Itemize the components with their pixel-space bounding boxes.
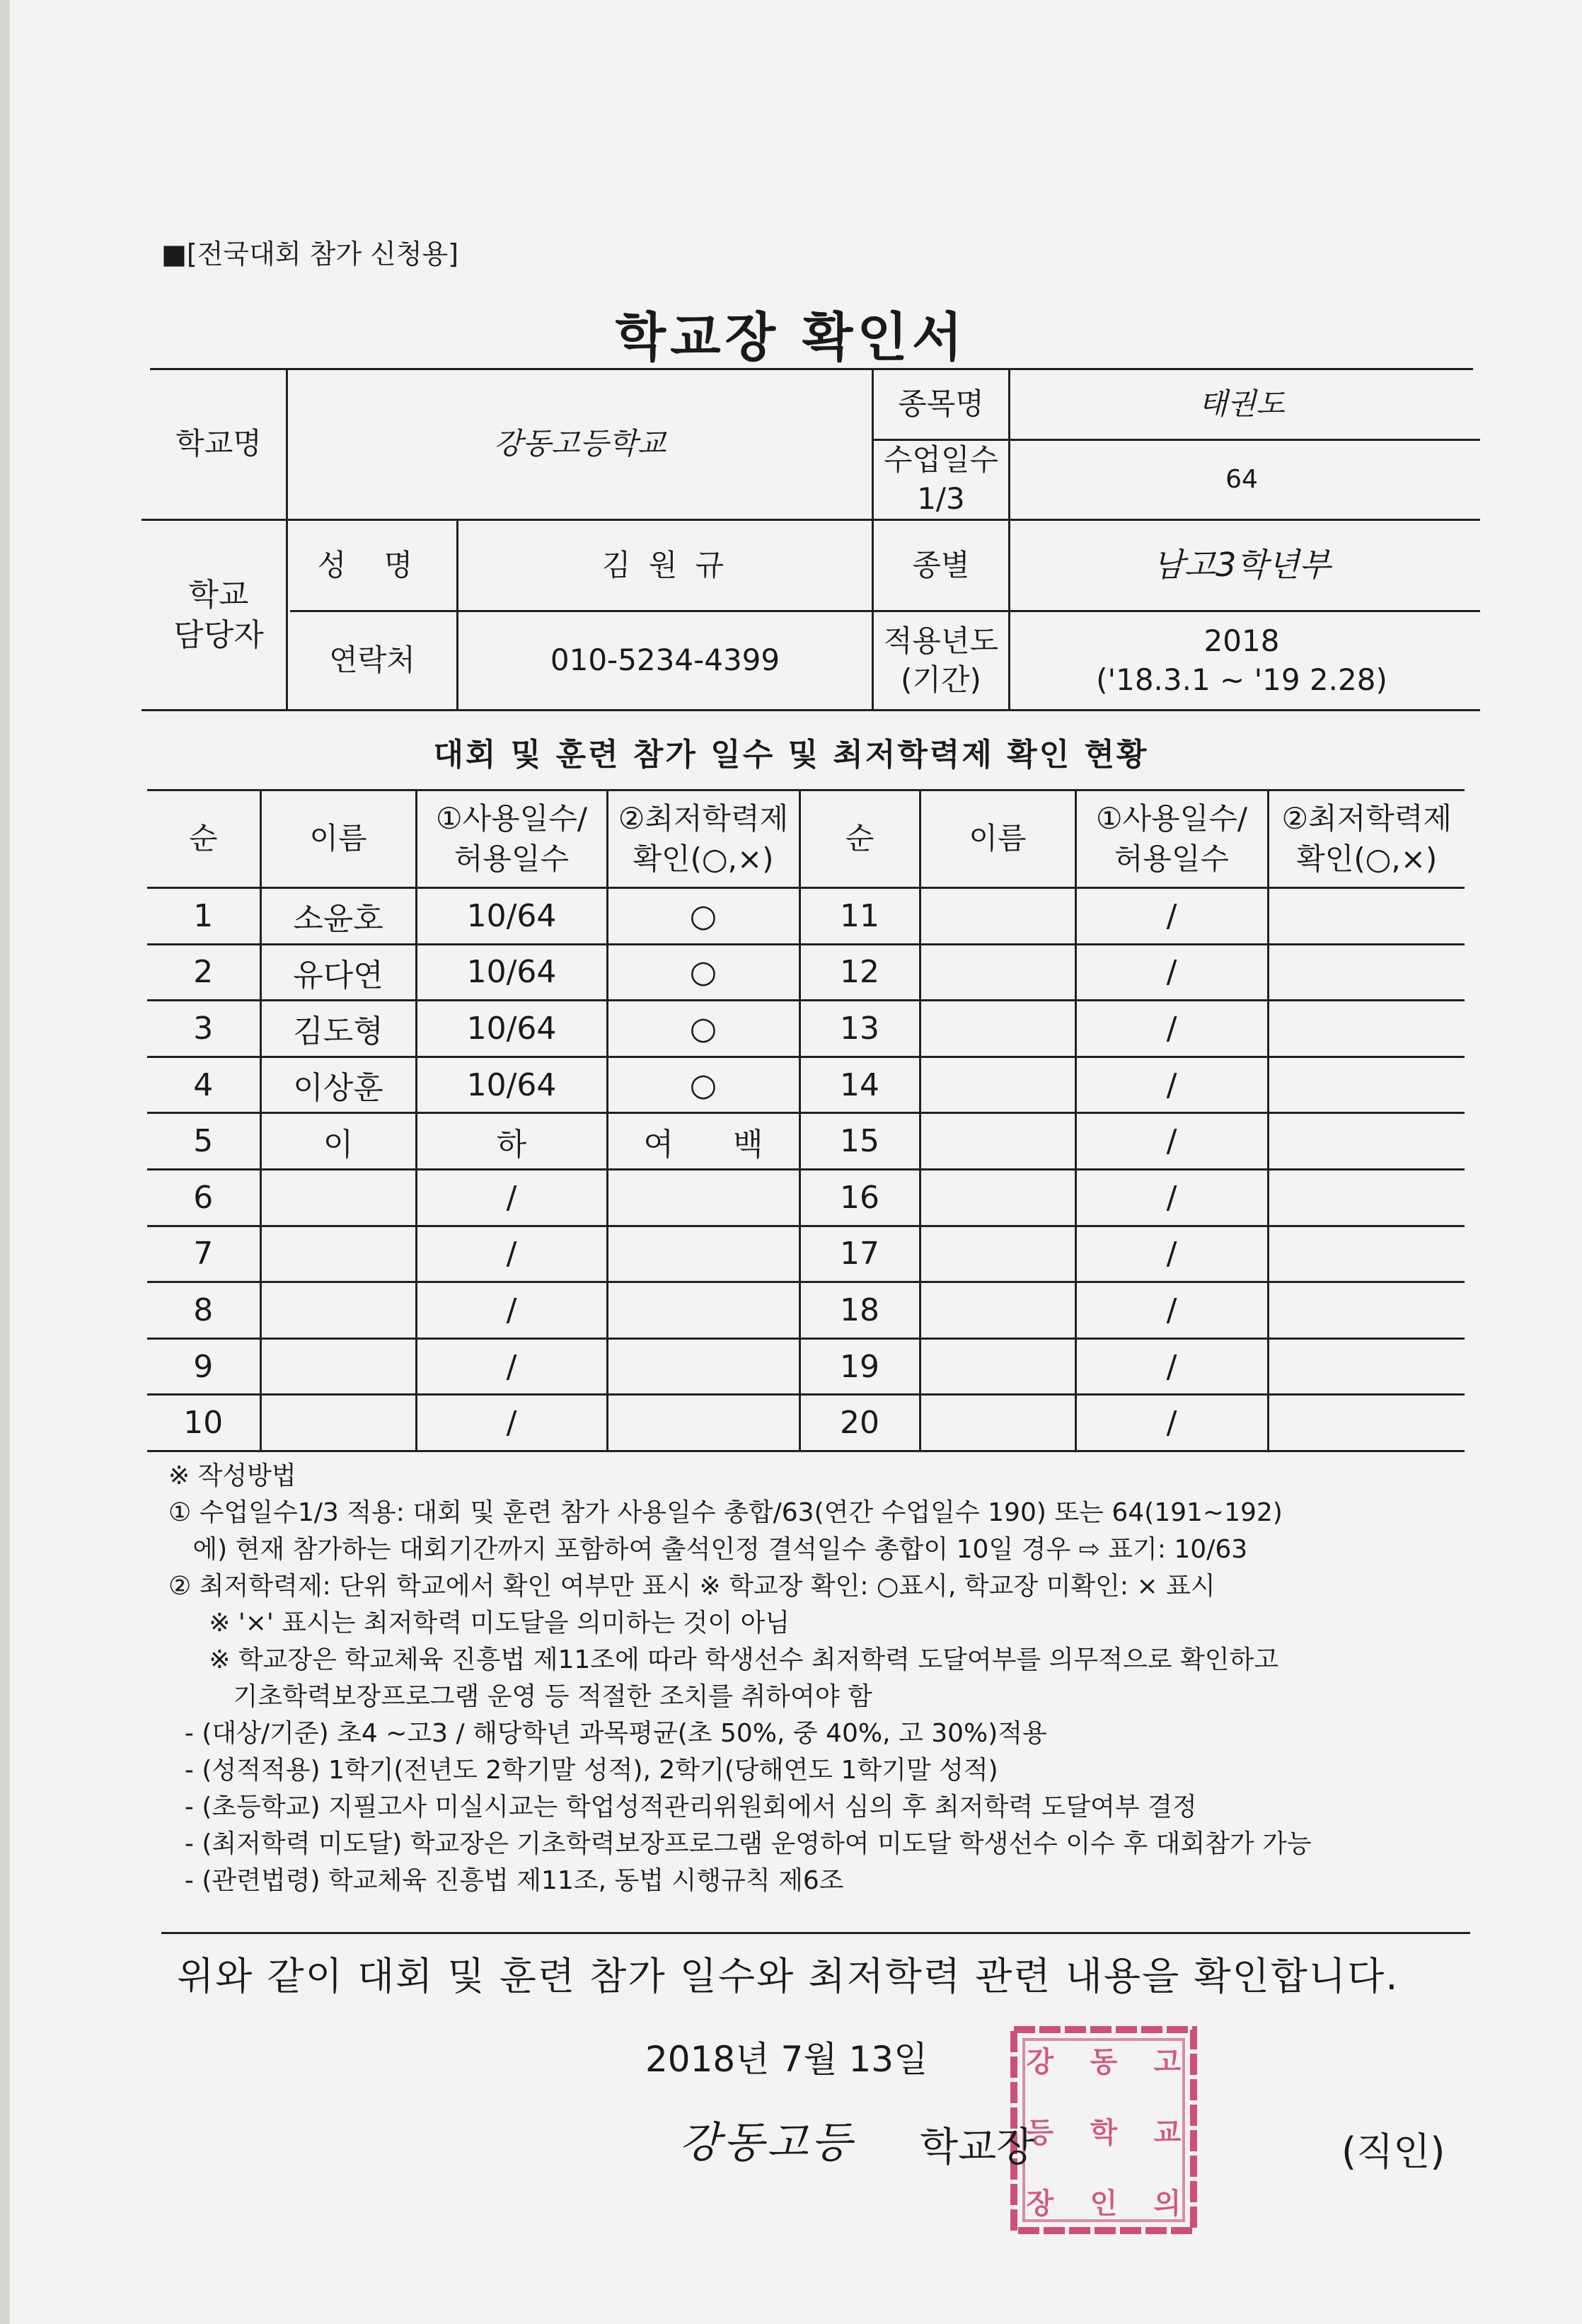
row-no: 10 (147, 1395, 260, 1451)
row-check-2 (1268, 1057, 1465, 1113)
row-check (607, 1226, 799, 1282)
period-value: 2018 ('18.3.1 ~ '19 2.28) (1096, 623, 1387, 697)
row-check (607, 1395, 799, 1451)
row-days-2: / (1075, 1282, 1268, 1339)
name-label: 성 명 (317, 547, 427, 582)
school-days-label: 수업일수 1/3 (883, 442, 999, 516)
section-title: 대회 및 훈련 참가 일수 및 최저학력제 확인 현황 (433, 737, 1149, 773)
seal-char: 등 (1026, 2116, 1054, 2149)
row-name (260, 1169, 416, 1226)
seal-char: 교 (1153, 2116, 1182, 2149)
row-name-2 (920, 1057, 1075, 1113)
row-check-2 (1268, 944, 1465, 1001)
row-days: 10/64 (416, 944, 607, 1001)
table-row (147, 1226, 1465, 1282)
contact-label: 연락처 (329, 643, 415, 678)
principal-title: 학교장 (920, 2124, 1035, 2170)
row-name-2 (920, 1282, 1075, 1339)
contact-value: 010-5234-4399 (550, 643, 780, 678)
row-no: 9 (147, 1338, 260, 1395)
row-check: ○ (607, 888, 799, 945)
row-days: / (416, 1338, 607, 1395)
row-no-2: 13 (799, 1001, 920, 1057)
seal-char: 동 (1090, 2045, 1118, 2078)
notes-bottom-border (161, 1932, 1470, 1934)
row-no-2: 16 (799, 1169, 920, 1226)
row-check (607, 1169, 799, 1226)
sport-value: 태권도 (1199, 386, 1285, 421)
row-days-2: / (1075, 888, 1268, 945)
row-check-2 (1268, 1001, 1465, 1057)
issue-date: 2018년 7월 13일 (645, 2039, 928, 2080)
row-no-2: 19 (799, 1338, 920, 1395)
row-name: 김도형 (260, 1001, 416, 1057)
note-line: - (최저학력 미도달) 학교장은 기초학력보장프로그램 운영하여 미도달 학생선수 이수 후 대회참가 가능 (168, 1829, 1312, 1858)
seal-char: 의 (1153, 2187, 1182, 2220)
row-no-2: 20 (799, 1395, 920, 1451)
participation-table (147, 789, 1465, 1452)
row-name: 유다연 (260, 944, 416, 1001)
row-no: 1 (147, 888, 260, 945)
name-value: 김 원 규 (601, 547, 729, 582)
row-days: / (416, 1395, 607, 1451)
row-no-2: 18 (799, 1282, 920, 1339)
row-no: 4 (147, 1057, 260, 1113)
row-check-2 (1268, 1226, 1465, 1282)
row-no: 2 (147, 944, 260, 1001)
school-signature: 강동고등 (679, 2118, 855, 2168)
row-days-2: / (1075, 1001, 1268, 1057)
row-check-2 (1268, 1282, 1465, 1339)
note-line: 에) 현재 참가하는 대회기간까지 포함하여 출석인정 결석일수 총합이 10일 경우 ⇨ 표기: 10/63 (168, 1535, 1248, 1564)
row-check-2 (1268, 1113, 1465, 1170)
period-label: 적용년도 (기간) (883, 623, 999, 697)
row-no: 7 (147, 1226, 260, 1282)
stamp-label: (직인) (1341, 2129, 1445, 2174)
note-line: 기초학력보장프로그램 운영 등 적절한 조치를 취하여야 함 (168, 1682, 872, 1711)
category-label: 종별 (912, 547, 970, 582)
header-no: 순 (147, 790, 260, 888)
row-days-2: / (1075, 1226, 1268, 1282)
table-row (147, 1057, 1465, 1113)
note-line: - (관련법령) 학교체육 진흥법 제11조, 동법 시행규칙 제6조 (168, 1866, 844, 1895)
note-line: ② 최저학력제: 단위 학교에서 확인 여부만 표시 ※ 학교장 확인: ○표시, 학교장 미확인: × 표시 (168, 1572, 1216, 1601)
sport-label: 종목명 (898, 386, 984, 421)
header-name: 이름 (260, 790, 416, 888)
row-name: 이상훈 (260, 1057, 416, 1113)
header-days: ①사용일수/ 허용일수 (416, 790, 607, 888)
row-days-2: / (1075, 944, 1268, 1001)
row-name-2 (920, 1113, 1075, 1170)
header-check-2: ②최저학력제 확인(○,×) (1268, 790, 1465, 888)
row-check-2 (1268, 1169, 1465, 1226)
row-name (260, 1282, 416, 1339)
row-name-2 (920, 1338, 1075, 1395)
row-name-2 (920, 944, 1075, 1001)
seal-char: 학 (1090, 2116, 1118, 2149)
row-days-2: / (1075, 1113, 1268, 1170)
confirmation-statement: 위와 같이 대회 및 훈련 참가 일수와 최저학력 관련 내용을 확인합니다. (177, 1954, 1399, 1998)
table-row (147, 1395, 1465, 1451)
row-name: 소윤호 (260, 888, 416, 945)
row-name-2 (920, 1226, 1075, 1282)
seal-characters (1008, 2024, 1199, 2236)
row-check: ○ (607, 1001, 799, 1057)
note-line: ① 수업일수1/3 적용: 대회 및 훈련 참가 사용일수 총합/63(연간 수업일수 190) 또는 64(191~192) (168, 1498, 1283, 1527)
row-days: / (416, 1169, 607, 1226)
row-check (607, 1338, 799, 1395)
row-days-2: / (1075, 1338, 1268, 1395)
category-value: 남고3학년부 (1153, 546, 1331, 585)
row-name (260, 1395, 416, 1451)
row-no: 8 (147, 1282, 260, 1339)
row-no-2: 12 (799, 944, 920, 1001)
row-name-2 (920, 1169, 1075, 1226)
table-row (147, 944, 1465, 1001)
document-title: 학교장 확인서 (615, 307, 967, 368)
header-no-2: 순 (799, 790, 920, 888)
row-days-2: / (1075, 1169, 1268, 1226)
row-name: 이 (260, 1113, 416, 1170)
row-check (607, 1282, 799, 1339)
row-no-2: 11 (799, 888, 920, 945)
row-name (260, 1338, 416, 1395)
row-days: 10/64 (416, 888, 607, 945)
seal-char: 고 (1153, 2045, 1182, 2078)
header-check: ②최저학력제 확인(○,×) (607, 790, 799, 888)
row-name-2 (920, 1395, 1075, 1451)
row-days: 10/64 (416, 1057, 607, 1113)
row-days-2: / (1075, 1395, 1268, 1451)
row-check: ○ (607, 1057, 799, 1113)
row-check-2 (1268, 888, 1465, 945)
form-tag: ■[전국대회 참가 신청용] (161, 238, 459, 270)
table-row (147, 1001, 1465, 1057)
row-days: 10/64 (416, 1001, 607, 1057)
row-days: 하 (416, 1113, 607, 1170)
note-line: - (성적적용) 1학기(전년도 2학기말 성적), 2학기(당해연도 1학기말 성적) (168, 1756, 998, 1785)
row-name-2 (920, 888, 1075, 945)
note-line: ※ '×' 표시는 최저학력 미도달을 의미하는 것이 아님 (168, 1609, 790, 1638)
note-line: ※ 작성방법 (168, 1461, 296, 1490)
row-check-2 (1268, 1338, 1465, 1395)
school-name-value: 강동고등학교 (493, 426, 666, 461)
note-line: - (대상/기준) 초4 ~고3 / 해당학년 과목평균(초 50%, 중 40%, 고 30%)적용 (168, 1719, 1047, 1748)
row-no: 3 (147, 1001, 260, 1057)
school-days-value: 64 (1225, 464, 1258, 494)
info-bottom-border (142, 709, 1480, 711)
school-manager-label: 학교 담당자 (173, 576, 264, 653)
row-no: 6 (147, 1169, 260, 1226)
header-name-2: 이름 (920, 790, 1075, 888)
seal-char: 장 (1026, 2187, 1054, 2220)
row-days: / (416, 1282, 607, 1339)
row-check-2 (1268, 1395, 1465, 1451)
row-name (260, 1226, 416, 1282)
table-row (147, 1169, 1465, 1226)
table-row (147, 1113, 1465, 1170)
seal-char: 인 (1090, 2187, 1118, 2220)
header-days-2: ①사용일수/ 허용일수 (1075, 790, 1268, 888)
note-line: ※ 학교장은 학교체육 진흥법 제11조에 따라 학생선수 최저학력 도달여부를 의무적으로 확인하고 (168, 1645, 1279, 1674)
row-days: / (416, 1226, 607, 1282)
row-no: 5 (147, 1113, 260, 1170)
row-no-2: 17 (799, 1226, 920, 1282)
table-header-row (147, 790, 1465, 888)
row-check: ○ (607, 944, 799, 1001)
table-row (147, 888, 1465, 945)
table-row (147, 1338, 1465, 1395)
row-check: 여 백 (607, 1113, 799, 1170)
school-name-label: 학교명 (175, 426, 262, 461)
row-days-2: / (1075, 1057, 1268, 1113)
row-no-2: 15 (799, 1113, 920, 1170)
table-row (147, 1282, 1465, 1339)
row-name-2 (920, 1001, 1075, 1057)
writing-instructions (168, 1458, 1470, 1899)
row-no-2: 14 (799, 1057, 920, 1113)
note-line: - (초등학교) 지필고사 미실시교는 학업성적관리위원회에서 심의 후 최저학력 도달여부 결정 (168, 1793, 1197, 1822)
seal-char: 강 (1026, 2045, 1054, 2078)
